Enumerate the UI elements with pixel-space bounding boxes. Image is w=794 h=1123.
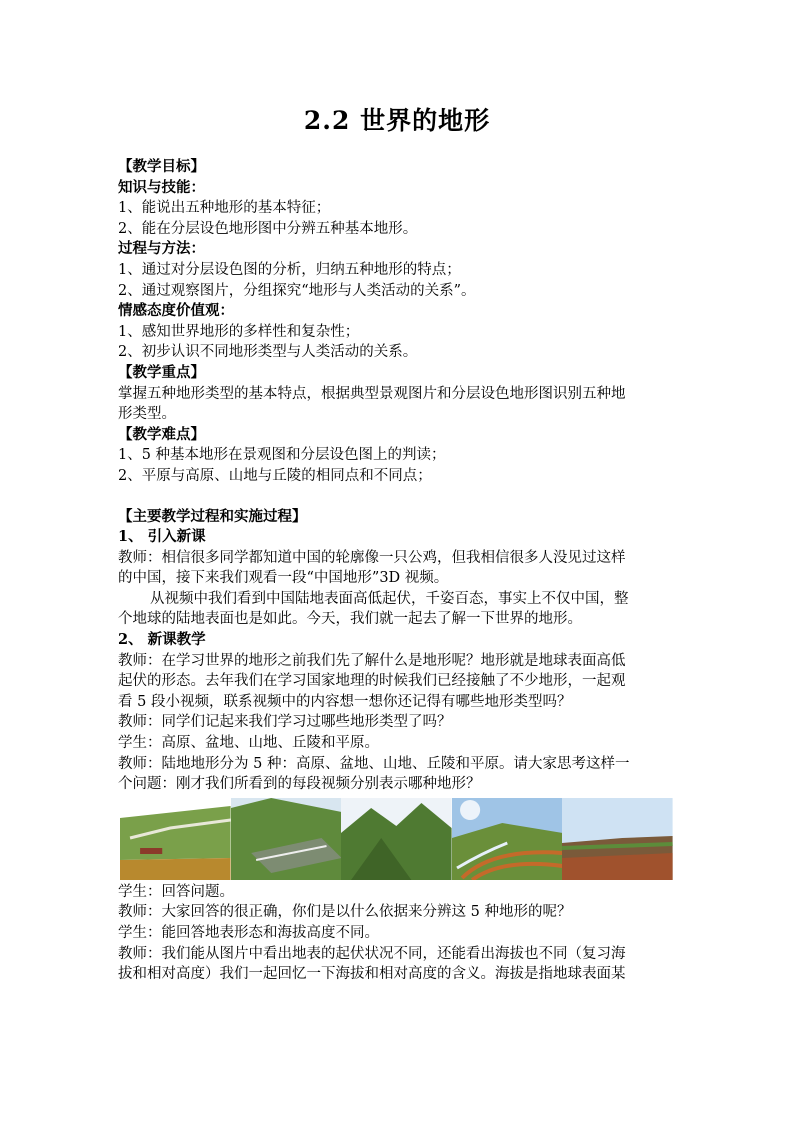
section-heading: 【主要教学过程和实施过程】 [118,507,307,525]
document-body [118,157,676,985]
page-title: 2.2 世界的地形 [303,106,491,135]
text-line: 1、5 种基本地形在景观图和分层设色图上的判读； [118,447,446,464]
section-heading: 【教学重点】 [118,363,205,381]
blank-line [118,487,676,507]
text-line: 学生：高原、盆地、山地、丘陵和平原。 [118,735,379,752]
text-line: 2、平原与高原、山地与丘陵的相同点和不同点； [118,467,432,484]
section-heading: 情感态度价值观： [118,302,234,320]
text-line: 1、能说出五种地形的基本特征； [118,200,331,217]
section-heading: 知识与技能： [118,178,205,196]
text-line: 起伏的形态。去年我们在学习国家地理的时候我们已经接触了不少地形，一起观 [118,673,626,690]
text-line: 个地球的陆地表面也是如此。今天，我们就一起去了解一下世界的地形。 [118,611,582,628]
plain-landscape-image [562,798,673,880]
hill-landscape-image [452,798,563,880]
section-heading: 【教学目标】 [118,158,205,175]
text-line: 教师：大家回答的很正确，你们是以什么依据来分辨这 5 种地形的呢？ [118,904,572,921]
section-heading: 1、 引入新课 [118,528,206,546]
text-line: 拔和相对高度）我们一起回忆一下海拔和相对高度的含义。海拔是指地球表面某 [118,966,626,983]
section-heading: 2、 新课教学 [118,631,206,649]
text-line: 的中国，接下来我们观看一段“中国地形”3D 视频。 [118,570,449,587]
text-line: 教师：同学们记起来我们学习过哪些地形类型了吗？ [118,714,452,731]
text-line: 掌握五种地形类型的基本特点，根据典型景观图片和分层设色地形图识别五种地 [118,385,626,402]
landscape-photo-strip [120,798,673,880]
text-line: 学生：能回答地表形态和海拔高度不同。 [118,925,379,941]
text-line: 2、初步认识不同地形类型与人类活动的关系。 [118,344,418,361]
text-line: 1、通过对分层设色图的分析，归纳五种地形的特点； [118,261,461,278]
text-line: 教师：我们能从图片中看出地表的起伏状况不同，还能看出海拔也不同（复习海 [118,945,626,962]
text-line: 个问题：刚才我们所看到的每段视频分别表示哪种地形？ [118,776,481,793]
text-line: 学生：回答问题。 [118,883,234,900]
text-line: 2、能在分层设色地形图中分辨五种基本地形。 [118,220,418,237]
text-line: 看 5 段小视频，联系视频中的内容想一想你还记得有哪些地形类型吗？ [118,693,572,710]
text-line: 从视频中我们看到中国陆地表面高低起伏，千姿百态，事实上不仅中国，整 [150,590,629,607]
section-heading: 【教学难点】 [118,425,205,443]
text-line: 教师：陆地地形分为 5 种：高原、盆地、山地、丘陵和平原。请大家思考这样一 [118,755,630,772]
text-line: 1、感知世界地形的多样性和复杂性； [118,323,360,340]
text-line: 教师：相信很多同学都知道中国的轮廓像一只公鸡，但我相信很多人没见过这样 [118,549,626,566]
mountain-landscape-image [341,798,452,880]
section-heading: 过程与方法： [118,240,205,258]
text-line: 形类型。 [118,406,176,423]
plateau-landscape-image [120,798,231,880]
text-line: 教师：在学习世界的地形之前我们先了解什么是地形呢？地形就是地球表面高低 [118,652,626,669]
basin-landscape-image [231,798,342,880]
text-line: 2、通过观察图片，分组探究“地形与人类活动的关系”。 [118,282,476,299]
